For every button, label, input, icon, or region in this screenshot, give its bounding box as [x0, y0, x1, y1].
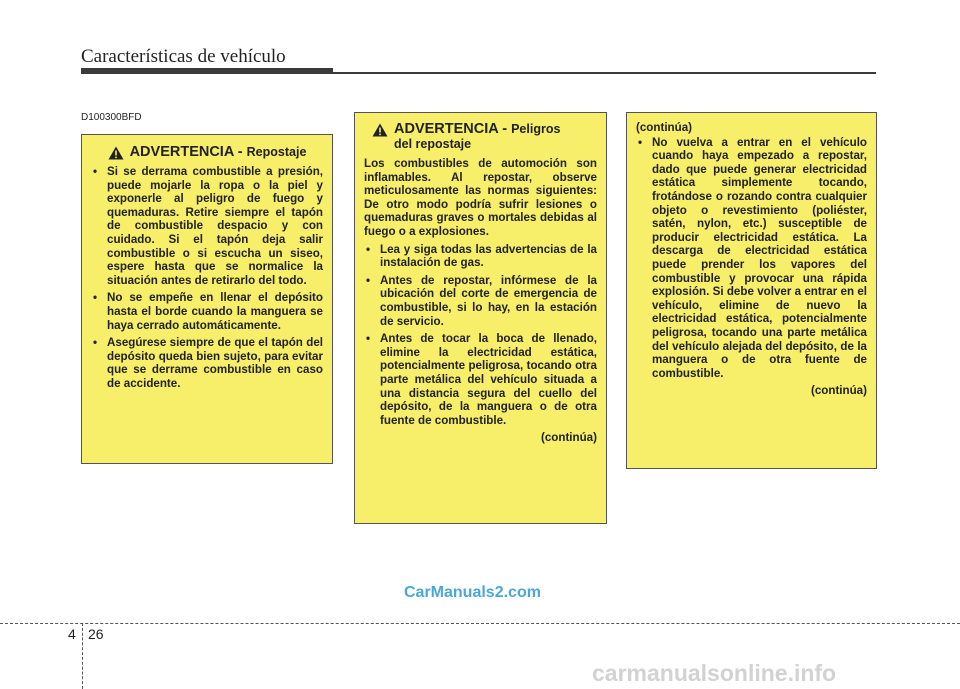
warning-heading — [91, 145, 323, 160]
list-item: • Antes de repostar, infórmese de la ubicación del corte de emergencia de combustible, si lo hay, en la estación de servicio. — [364, 274, 597, 328]
chapter-number: 4 — [68, 626, 76, 642]
page-header-title: Características de vehículo — [81, 46, 286, 67]
continued-label: (continúa) — [810, 384, 867, 398]
list-item: • No se empeñe en llenar el depósito hasta el borde cuando la manguera se haya cerrado automáticamente. — [91, 291, 323, 332]
continued-label-top: (continúa) — [636, 121, 693, 134]
warning-heading — [364, 122, 597, 152]
warning-subtitle: Peligros — [511, 122, 561, 136]
warning-list — [636, 136, 867, 381]
warning-list — [364, 243, 597, 428]
warning-subtitle-line2: del repostaje — [394, 137, 472, 151]
warning-box-refuelling-hazards — [354, 112, 607, 524]
list-item: • Asegúrese siempre de que el tapón del depósito queda bien sujeto, para evitar que se derrame combustible en caso de accidente. — [91, 336, 323, 390]
header-rule — [333, 72, 876, 74]
footer-divider — [82, 623, 83, 689]
section-code: D100300BFD — [81, 112, 142, 123]
page-number: 26 — [88, 626, 104, 642]
header-bar — [81, 68, 333, 74]
list-item: • No vuelva a entrar en el vehículo cuando haya empezado a repostar, dado que puede generar electricidad estática simplemente tocando, frotándose o rozando contra cualquier objeto o revestimiento (poliéster, satén, nylon, etc.) susceptible de producir electricidad estática. La descarga de electricidad estática puede prender los vapores del combustible y provocar una rápida explosión. Si debe volver a entrar en el vehículo, elimine de nuevo la electricidad estática, potencialmente peligrosa, tocando una parte metálica del vehículo alejada del depósito, de la manguera o de otra fuente de combustible. — [636, 136, 867, 381]
list-item: • Lea y siga todas las advertencias de la instalación de gas. — [364, 243, 597, 270]
warning-box-refuelling — [81, 134, 333, 464]
warning-triangle-icon — [108, 146, 124, 160]
list-item: • Si se derrama combustible a presión, puede mojarle la ropa o la piel y exponerle al peligro de fuego y quemaduras. Retire siempre el tapón de combustible despacio y con cuidado. Si el tapón deja salir combustible o si escucha un siseo, espere hasta que se normalice la situación antes de retirarlo del todo. — [91, 165, 323, 287]
warning-subtitle: Repostaje — [246, 145, 307, 159]
warning-intro: Los combustibles de automoción son inflamables. Al repostar, observe meticulosamente las normas siguientes: De otro modo podría sufrir lesiones o quemaduras graves o mortales debidas al fuego o a explosiones. — [364, 157, 597, 238]
warning-title: ADVERTENCIA - — [394, 121, 512, 137]
warning-title: ADVERTENCIA - — [129, 144, 247, 160]
watermark-link[interactable]: CarManuals2.com — [404, 584, 541, 601]
footer-rule — [0, 623, 960, 624]
site-watermark: carmanualsonline.info — [592, 660, 837, 686]
warning-box-continued — [626, 112, 877, 469]
warning-list — [91, 165, 323, 391]
warning-triangle-icon — [372, 123, 388, 137]
continued-label: (continúa) — [540, 431, 597, 445]
list-item: • Antes de tocar la boca de llenado, elimine la electricidad estática, potencialmente peligrosa, tocando otra parte metálica del vehículo situada a una distancia segura del cuello del depósito, de la manguera o de otra fuente de combustible. — [364, 332, 597, 427]
